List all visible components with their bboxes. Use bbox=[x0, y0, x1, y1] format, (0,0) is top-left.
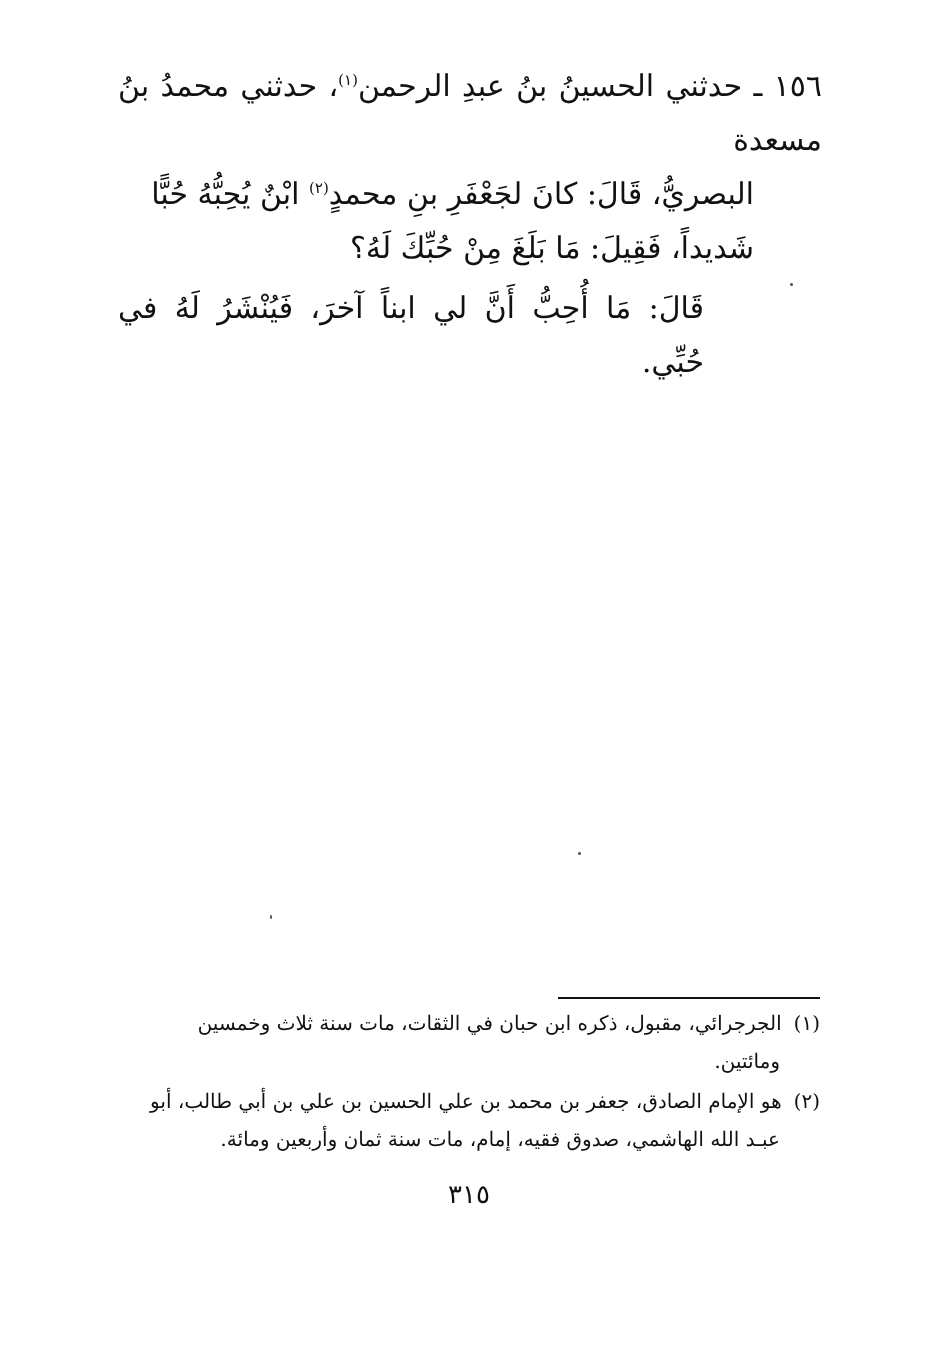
scan-speck bbox=[270, 915, 272, 919]
hadith-text bbox=[118, 60, 822, 390]
footnote-1-text: الجرجرائي، مقبول، ذكره ابن حبان في الثقات، مات سنة ثلاث وخمسين bbox=[197, 1011, 782, 1035]
footnote-1-continuation: ومائتين. bbox=[714, 1049, 780, 1073]
hadith-line-1: ١٥٦ ـ حدثني الحسينُ بنُ عبدِ الرحمن bbox=[357, 69, 823, 104]
footnote-2-continuation: عبـد الله الهاشمي، صدوق فقيه، إمام، مات سنة ثمان وأربعين ومائة. bbox=[220, 1127, 780, 1151]
hadith-line-2: البصريُّ، قَالَ: كانَ لجَعْفَرِ بنِ محمدٍ bbox=[328, 177, 754, 212]
hadith-line-2-end: ابْنٌ يُحِبُّهُ حُبًّا bbox=[151, 177, 310, 212]
footnote-divider bbox=[558, 997, 820, 999]
scan-speck bbox=[790, 283, 793, 286]
hadith-line-1-end: ، حدثني محمدُ بنُ مسعدة bbox=[118, 69, 822, 158]
page-number: ٣١٥ bbox=[448, 1180, 490, 1210]
hadith-line-2-wrap bbox=[118, 168, 822, 222]
footnote-ref-2: (٢) bbox=[309, 179, 329, 197]
scan-speck bbox=[578, 852, 581, 855]
hadith-line-4: قَالَ: مَا أُحِبُّ أَنَّ لي ابناً آخرَ، فَيُنْشَرُ لَهُ في حُبِّي. bbox=[118, 291, 704, 380]
footnotes bbox=[120, 1004, 820, 1160]
footnote-1-number: (١) bbox=[793, 1011, 820, 1035]
hadith-line-3: شَديداً، فَقِيلَ: مَا بَلَغَ مِنْ حُبِّكَ لَهُ؟ bbox=[349, 231, 754, 266]
footnote-1 bbox=[120, 1004, 820, 1080]
footnote-2-number: (٢) bbox=[793, 1089, 820, 1113]
footnote-2 bbox=[120, 1082, 820, 1158]
hadith-paragraph bbox=[118, 60, 822, 276]
footnote-ref-1: (١) bbox=[338, 71, 358, 89]
footnote-2-text: هو الإمام الصادق، جعفر بن محمد بن علي الحسين بن علي بن أبي طالب، أبو bbox=[150, 1089, 782, 1113]
